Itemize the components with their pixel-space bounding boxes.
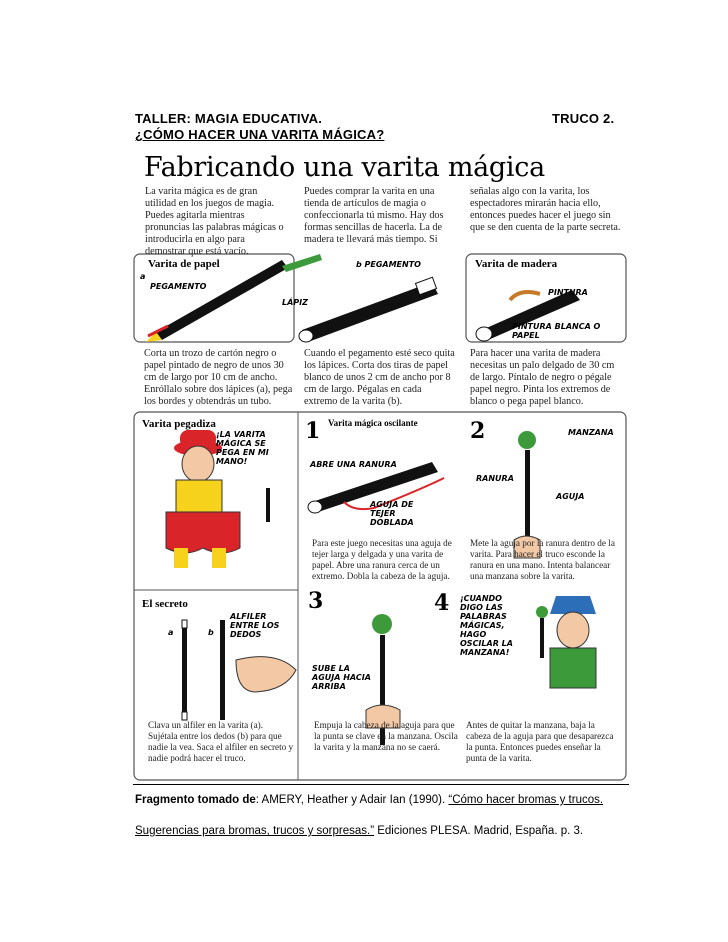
label-aguja-tejer: AGUJA DE TEJER DOBLADA <box>370 500 414 527</box>
secret-label-a: a <box>168 628 174 637</box>
intro-text-2: Puedes comprar la varita en una tienda de artículos de magia o confeccionarla tú mismo. Hay dos formas sencillas de hacerla. La de madera te llevará más tiempo. Si <box>304 186 444 245</box>
step-4-number: 4 <box>434 590 450 616</box>
paper-wand-white-tips-image <box>299 277 438 342</box>
paper-text-2: Cuando el pegamento esté seco quita los lápices. Corta dos tiras de papel blanco de unos 2 cm de ancho por 8 cm de largo. Pégalas en cada extremo de la varita (b). <box>304 348 455 407</box>
label-sube-aguja: SUBE LA AGUJA HACIA ARRIBA <box>312 664 371 691</box>
secret-label-alfiler: ALFILER ENTRE LOS DEDOS <box>230 612 280 639</box>
footer-divider <box>133 784 629 785</box>
step-3-number: 3 <box>308 588 324 614</box>
secret-label-b: b <box>208 628 214 637</box>
paper-wand-title: Varita de papel <box>148 258 220 270</box>
figure-title: Fabricando una varita mágica <box>144 152 545 183</box>
wood-text: Para hacer una varita de madera necesitas un palo delgado de 30 cm de largo. Píntalo de negro o pégale papel negro. Pinta los extremos de blanco o pega papel blanco. <box>470 348 615 407</box>
header-workshop: TALLER: MAGIA EDUCATIVA. <box>135 111 323 126</box>
label-b-pegamento: b PEGAMENTO <box>356 260 421 269</box>
step-3-caption: Empuja la cabeza de la aguja para que la punta se clave en la manzana. Oscila la varita y la manzana no se caerá. <box>314 720 458 752</box>
source-title-2: Sugerencias para bromas, trucos y sorpresas.” <box>135 825 375 837</box>
step-1-caption: Para este juego necesitas una aguja de tejer larga y delgada y una varita de papel. Abre una ranura cerca de un extremo. Dobla la cabeza de la aguja. <box>312 538 452 581</box>
step4-magician-image <box>536 596 596 688</box>
source-publisher: Ediciones PLESA. Madrid, España. p. 3. <box>374 825 584 837</box>
step-1-number: 1 <box>305 418 321 444</box>
label-aguja: AGUJA <box>556 492 585 501</box>
step-4-caption: Antes de quitar la manzana, baja la cabeza de la aguja para que desaparezca la punta. Entonces puedes enseñar la punta de la varita. <box>466 720 614 763</box>
label-abre-ranura: ABRE UNA RANURA <box>310 460 397 469</box>
source-authors: : AMERY, Heather y Adair Ian (1990). <box>255 794 449 806</box>
header-trick-number: TRUCO 2. <box>552 111 615 126</box>
paper-text-1: Corta un trozo de cartón negro o papel pintado de negro de unos 30 cm de largo por 10 cm de ancho. Enróllalo sobre dos lápices (a), pega los bordes y obtendrás un tubo. <box>144 348 293 407</box>
source-citation-line-2 <box>135 825 583 837</box>
label-ranura: RANURA <box>476 474 514 483</box>
sticky-wand-title: Varita pegadiza <box>142 418 216 430</box>
header-question: ¿CÓMO HACER UNA VARITA MÁGICA? <box>135 127 385 142</box>
label-pegamento-a: PEGAMENTO <box>150 282 207 291</box>
label-lapiz: LÁPIZ <box>282 298 308 307</box>
label-a: a <box>140 272 146 281</box>
label-manzana: MANZANA <box>568 428 614 437</box>
label-pintura-blanca: PINTURA BLANCA O PAPEL <box>512 322 601 340</box>
magician-bubble: ¡CUANDO DIGO LAS PALABRAS MÁGICAS, HAGO OSCILAR LA MANZANA! <box>460 594 513 657</box>
source-title-1: “Cómo hacer bromas y trucos. <box>448 794 604 806</box>
secret-title: El secreto <box>142 598 188 610</box>
secret-caption: Clava un alfiler en la varita (a). Sujétala entre los dedos (b) para que nadie la vea. Saca el alfiler en secreto y nadie podrá hacer el truco. <box>148 720 294 763</box>
intro-text-1: La varita mágica es de gran utilidad en los juegos de magia. Puedes agitarla mientras pronuncias las palabras mágicas o introducirla en algo para demostrar que está vacío. <box>145 186 284 257</box>
wood-wand-title: Varita de madera <box>475 258 558 270</box>
step-2-caption: Mete la aguja por la ranura dentro de la varita. Para hacer el truco esconde la ranura en una mano. Intenta balancear una manzana sobre la varita. <box>470 538 615 581</box>
source-citation-line-1 <box>135 794 603 806</box>
source-label: Fragmento tomado de <box>135 794 256 806</box>
intro-text-3: señalas algo con la varita, los espectadores mirarán hacia ello, entonces puedes hacer el juego sin que se den cuenta de la parte secreta. <box>470 186 621 233</box>
swinging-wand-title: Varita mágica oscilante <box>328 418 418 428</box>
step-2-number: 2 <box>470 418 486 444</box>
sticky-bubble: ¡LA VARITA MÁGICA SE PEGA EN MI MANO! <box>216 430 269 466</box>
label-pintura: PINTURA <box>548 288 588 297</box>
